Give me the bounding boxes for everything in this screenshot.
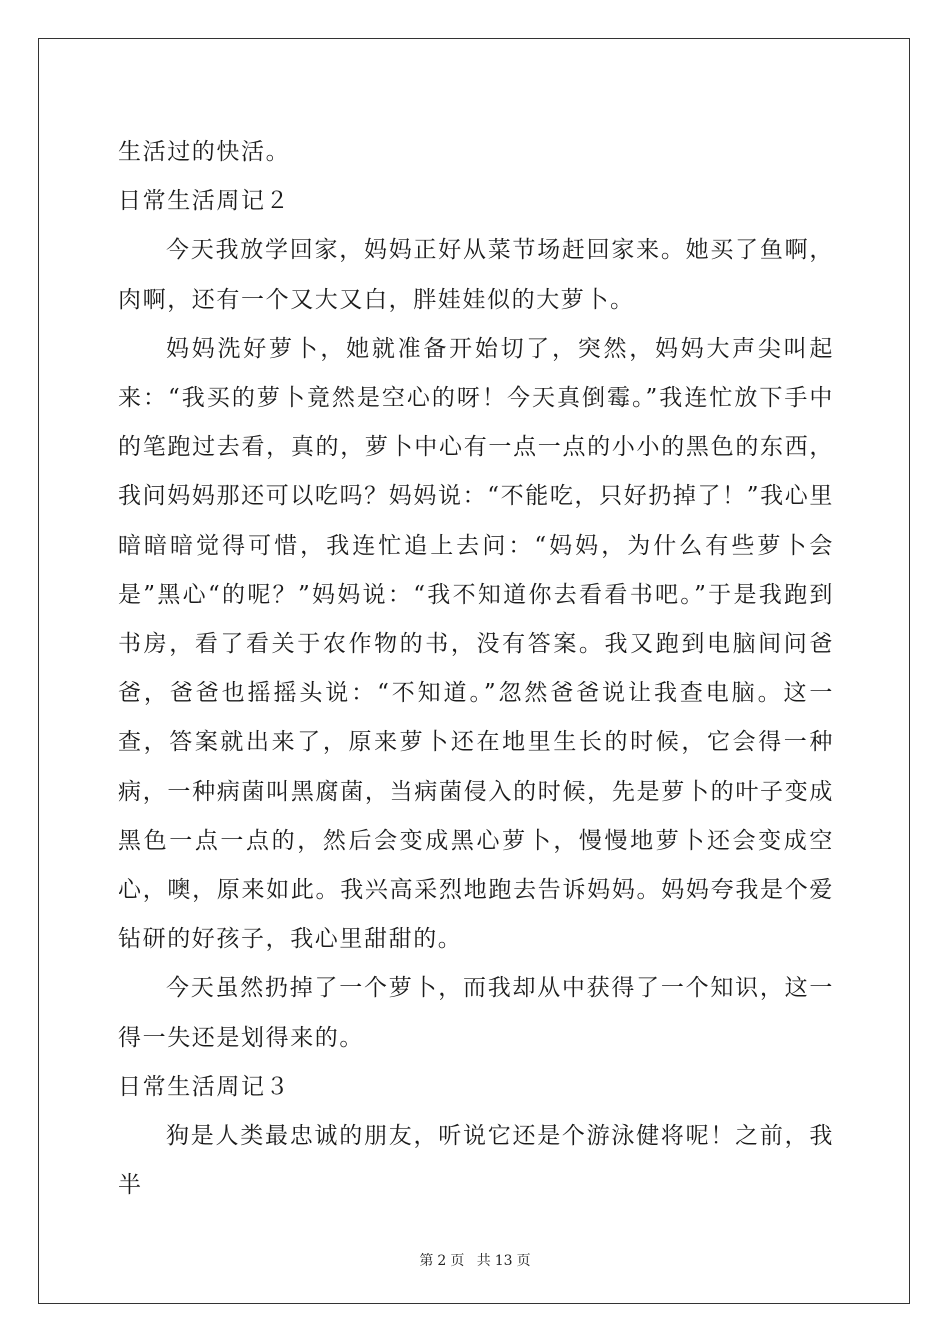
paragraph: 狗是人类最忠诚的朋友，听说它还是个游泳健将呢！之前，我半 <box>118 1123 834 1199</box>
section-heading: 日常生活周记３ <box>118 1073 291 1100</box>
page-number-label: 第 2 页 <box>419 1253 465 1269</box>
paragraph: 今天虽然扔掉了一个萝卜，而我却从中获得了一个知识，这一得一失还是划得来的。 <box>118 975 834 1051</box>
paragraph: 妈妈洗好萝卜，她就准备开始切了，突然，妈妈大声尖叫起来：“我买的萝卜竟然是空心的呀！今天真倒霉。”我连忙放下手中的笔跑过去看，真的，萝卜中心有一点一点的小小的黑色的东西，我问妈妈那还可以吃吗？妈妈说：“不能吃，只好扔掉了！”我心里暗暗暗觉得可惜，我连忙追上去问：“妈妈，为什么有些萝卜会是”黑心“的呢？”妈妈说：“我不知道你去看看书吧。”于是我跑到书房，看了看关于农作物的书，没有答案。我又跑到电脑间问爸爸，爸爸也摇摇头说：“不知道。”忽然爸爸说让我查电脑。这一查，答案就出来了，原来萝卜还在地里生长的时候，它会得一种病，一种病菌叫黑腐菌，当病菌侵入的时候，先是萝卜的叶子变成黑色一点一点的，然后会变成黑心萝卜，慢慢地萝卜还会变成空心，噢，原来如此。我兴高采烈地跑去告诉妈妈。妈妈夸我是个爱钻研的好孩子，我心里甜甜的。 <box>118 335 834 953</box>
total-pages-label: 共 13 页 <box>476 1253 531 1269</box>
paragraph-continuation: 生活过的快活。 <box>118 139 291 165</box>
document-body <box>118 128 834 1210</box>
page-footer <box>0 1250 950 1270</box>
paragraph: 今天我放学回家，妈妈正好从菜节场赶回家来。她买了鱼啊，肉啊，还有一个又大又白，胖娃娃似的大萝卜。 <box>118 237 834 313</box>
section-heading: 日常生活周记２ <box>118 188 291 215</box>
